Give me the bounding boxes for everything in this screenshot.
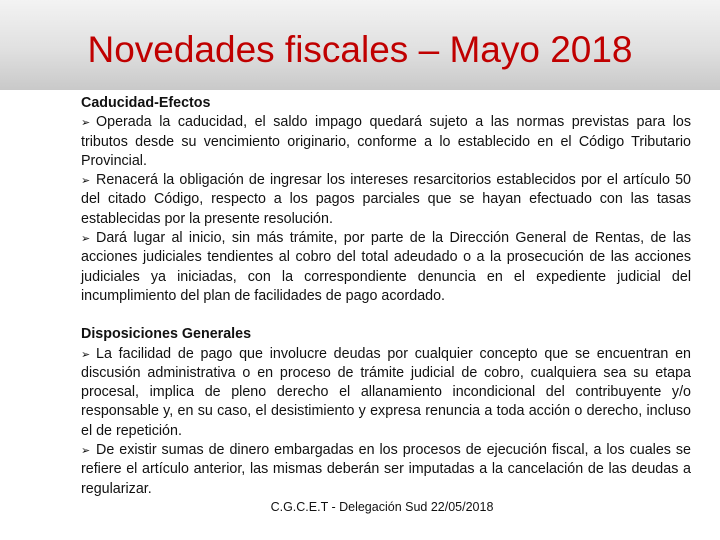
arrow-bullet-icon: ➢	[81, 347, 91, 361]
bullet-text: Operada la caducidad, el saldo impago quedará sujeto a las normas previstas para los tributos desde su vencimiento originario, conforme a lo establecido en el Código Tributario Provincial.	[81, 114, 691, 169]
bullet-text: Dará lugar al inicio, sin más trámite, por parte de la Dirección General de Rentas, de las acciones judiciales tendientes al cobro del total adeudado o a la prosecución de las acciones judiciales ya iniciadas, con la correspondiente denuncia en el expediente judicial del incumplimiento del plan de facilidades de pago acordado.	[81, 230, 691, 304]
arrow-bullet-icon: ➢	[81, 116, 91, 130]
arrow-bullet-icon: ➢	[81, 444, 91, 458]
bullet-text: Renacerá la obligación de ingresar los intereses resarcitorios establecidos por el artículo 50 del citado Código, respecto a los pagos parciales que se hayan efectuado con las tasas establecidas por la presente resolución.	[81, 172, 691, 227]
slide-body	[81, 94, 691, 499]
bullet-item	[81, 345, 691, 441]
section-spacer	[81, 306, 691, 325]
bullet-text: La facilidad de pago que involucre deudas por cualquier concepto que se encuentran en discusión administrativa o en proceso de trámite judicial de cobro, cualquiera sea su etapa procesal, implica de pleno derecho el allanamiento incondicional del contribuyente y/o responsable y, en su caso, el desistimiento y expresa renuncia a toda acción o derecho, incluso el de repetición.	[81, 345, 691, 439]
section-heading-disposiciones: Disposiciones Generales	[81, 326, 252, 343]
slide-title: Novedades fiscales – Mayo 2018	[87, 29, 633, 70]
section-heading-caducidad: Caducidad-Efectos	[81, 95, 211, 111]
arrow-bullet-icon: ➢	[81, 232, 91, 246]
slide-footer: C.G.C.E.T - Delegación Sud 22/05/2018	[270, 500, 494, 514]
bullet-item	[81, 229, 691, 306]
bullet-item	[81, 441, 691, 499]
bullet-item	[81, 113, 691, 171]
title-bar	[0, 0, 720, 90]
bullet-text: De existir sumas de dinero embargadas en los procesos de ejecución fiscal, a los cuales se refiere el artículo anterior, las mismas deberán ser imputadas a la cancelación de las deudas a regularizar.	[81, 442, 691, 497]
arrow-bullet-icon: ➢	[81, 174, 91, 188]
bullet-item	[81, 171, 691, 229]
